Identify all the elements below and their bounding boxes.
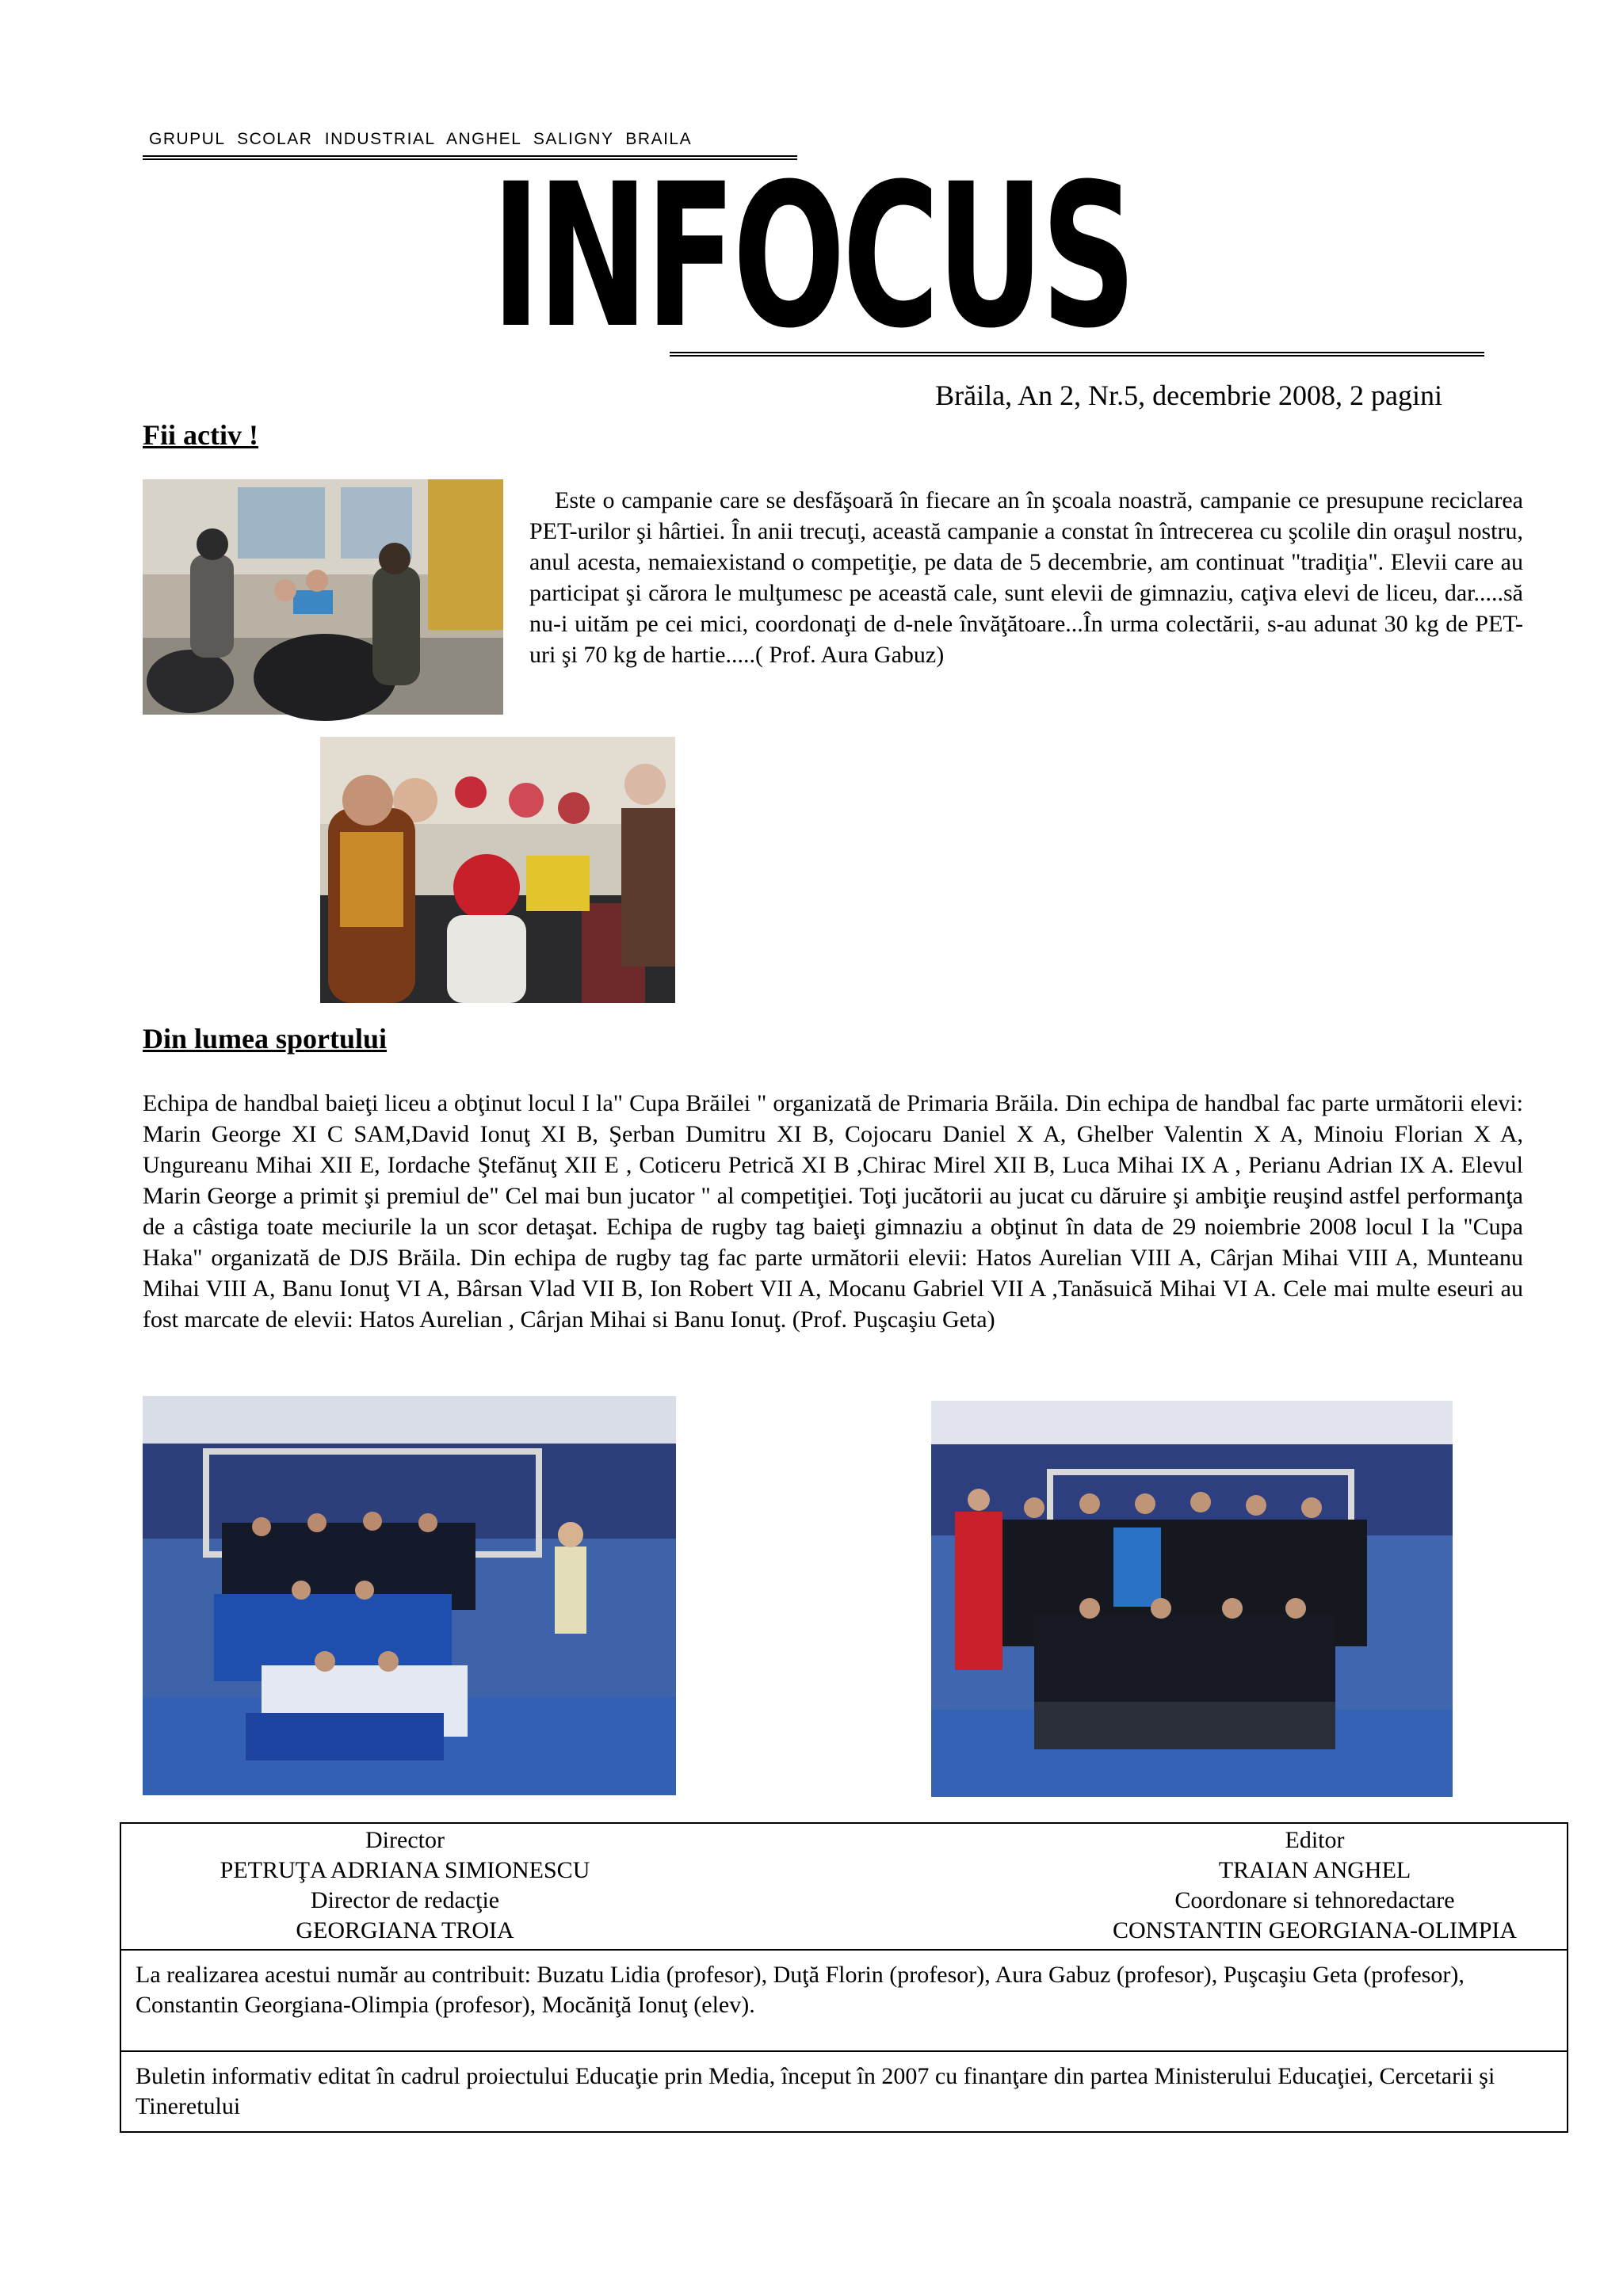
- photo-recycling-2: [320, 737, 675, 1003]
- svg-text:INFOCUS: INFOCUS: [491, 141, 1133, 372]
- credit-layout-name: CONSTANTIN GEORGIANA-OLIMPIA: [1112, 1917, 1518, 1943]
- credits-left: [183, 1825, 627, 1946]
- contributors-text: La realizarea acestui număr au contribuit: Buzatu Lidia (profesor), Duţă Florin (profesor), Aura Gabuz (profesor), Puşcaşiu Geta (profesor), Constantin Georgiana-Olimpia (profesor), Mocăniţă Ionuţ (elev).: [120, 1950, 1568, 2051]
- photo-rugby-team: [931, 1401, 1453, 1797]
- article-2-title: Din lumea sportului: [143, 1023, 388, 1055]
- photo-recycling-1: [143, 479, 503, 715]
- credit-editorial-name: GEORGIANA TROIA: [296, 1917, 514, 1943]
- article-1-text: Este o campanie care se desfăşoară în fiecare an în şcoala noastră, campanie ce presupune reciclarea PET-urilor şi hârtiei. În anii trecuţi, această campanie a constat în întrecerea cu şcolile din oraşul nostru, anul acesta, nemaiexistand o competiţie, pe data de 5 decembrie, am continuat "tradiţia". Elevii care au participat şi cărora le mulţumesc pe această cale, sunt elevii de gimnaziu, caţiva elevi de liceu, dar.....să nu-i uităm pe cei mici, coordonaţi de d-nele învăţătoare...În urma colectării, s-au adunat 30 kg de PET-uri şi 70 kg de hartie.....( Prof. Aura Gabuz): [529, 487, 1523, 668]
- credits-right: [1077, 1825, 1552, 1946]
- credit-editor-name: TRAIAN ANGHEL: [1218, 1857, 1411, 1883]
- article-1-title: Fii activ !: [143, 419, 258, 451]
- credit-director-role: Director: [365, 1827, 445, 1853]
- photo-handball-team: [143, 1396, 676, 1795]
- project-note-text: Buletin informativ editat în cadrul proiectului Educaţie prin Media, început în 2007 cu finanţare din partea Ministerului Educaţiei, Cercetarii şi Tineretului: [120, 2051, 1568, 2132]
- infocus-logo: [491, 141, 1157, 372]
- credit-editor-role: Editor: [1285, 1827, 1345, 1853]
- issue-line: Brăila, An 2, Nr.5, decembrie 2008, 2 pagini: [935, 379, 1442, 411]
- article-2-text: Echipa de handbal baieţi liceu a obţinut locul I la" Cupa Brăilei " organizată de Primaria Brăila. Din echipa de handbal fac parte următorii elevi: Marin George XI C SAM,David Ionuţ XI B, Şerban Dumitru XI B, Cojocaru Daniel X A, Ghelber Valentin X A, Minoiu Florian X A, Ungureanu Mihai XII E, Iordache Ştefănuţ XII E , Coticeru Petrică XI B ,Chirac Mirel XII B, Luca Mihai IX A , Perianu Adrian IX A. Elevul Marin George a primit şi premiul de" Cel mai bun jucator " al competiţiei. Toţi jucătorii au jucat cu dăruire şi ambiţie reuşind astfel performanţa de a câstiga toate meciurile la un scor detaşat. Echipa de rugby tag baieţi gimnaziu a obţinut în data de 29 noiembrie 2008 locul I la "Cupa Haka" organizată de DJS Brăila. Din echipa de rugby tag fac parte următorii elevii: Hatos Aurelian VIII A, Cârjan Mihai VIII A, Munteanu Mihai VIII A, Banu Ionuţ VI A, Bârsan Vlad VII B, Ion Robert VII A, Mocanu Gabriel VII A ,Tanăsuică Mihai VI A. Cele mai multe eseuri au fost marcate de elevii: Hatos Aurelian , Cârjan Mihai si Banu Ionuţ. (Prof. Puşcaşiu Geta): [143, 1090, 1523, 1333]
- credit-director-name: PETRUŢA ADRIANA SIMIONESCU: [220, 1857, 590, 1883]
- credits-box: [120, 1822, 1568, 2133]
- credit-editorial-role: Director de redacţie: [310, 1887, 500, 1913]
- school-name: GRUPUL SCOLAR INDUSTRIAL ANGHEL SALIGNY BRAILA: [149, 130, 693, 148]
- header-rule-right: [670, 352, 1484, 357]
- credit-layout-role: Coordonare si tehnoredactare: [1174, 1887, 1455, 1913]
